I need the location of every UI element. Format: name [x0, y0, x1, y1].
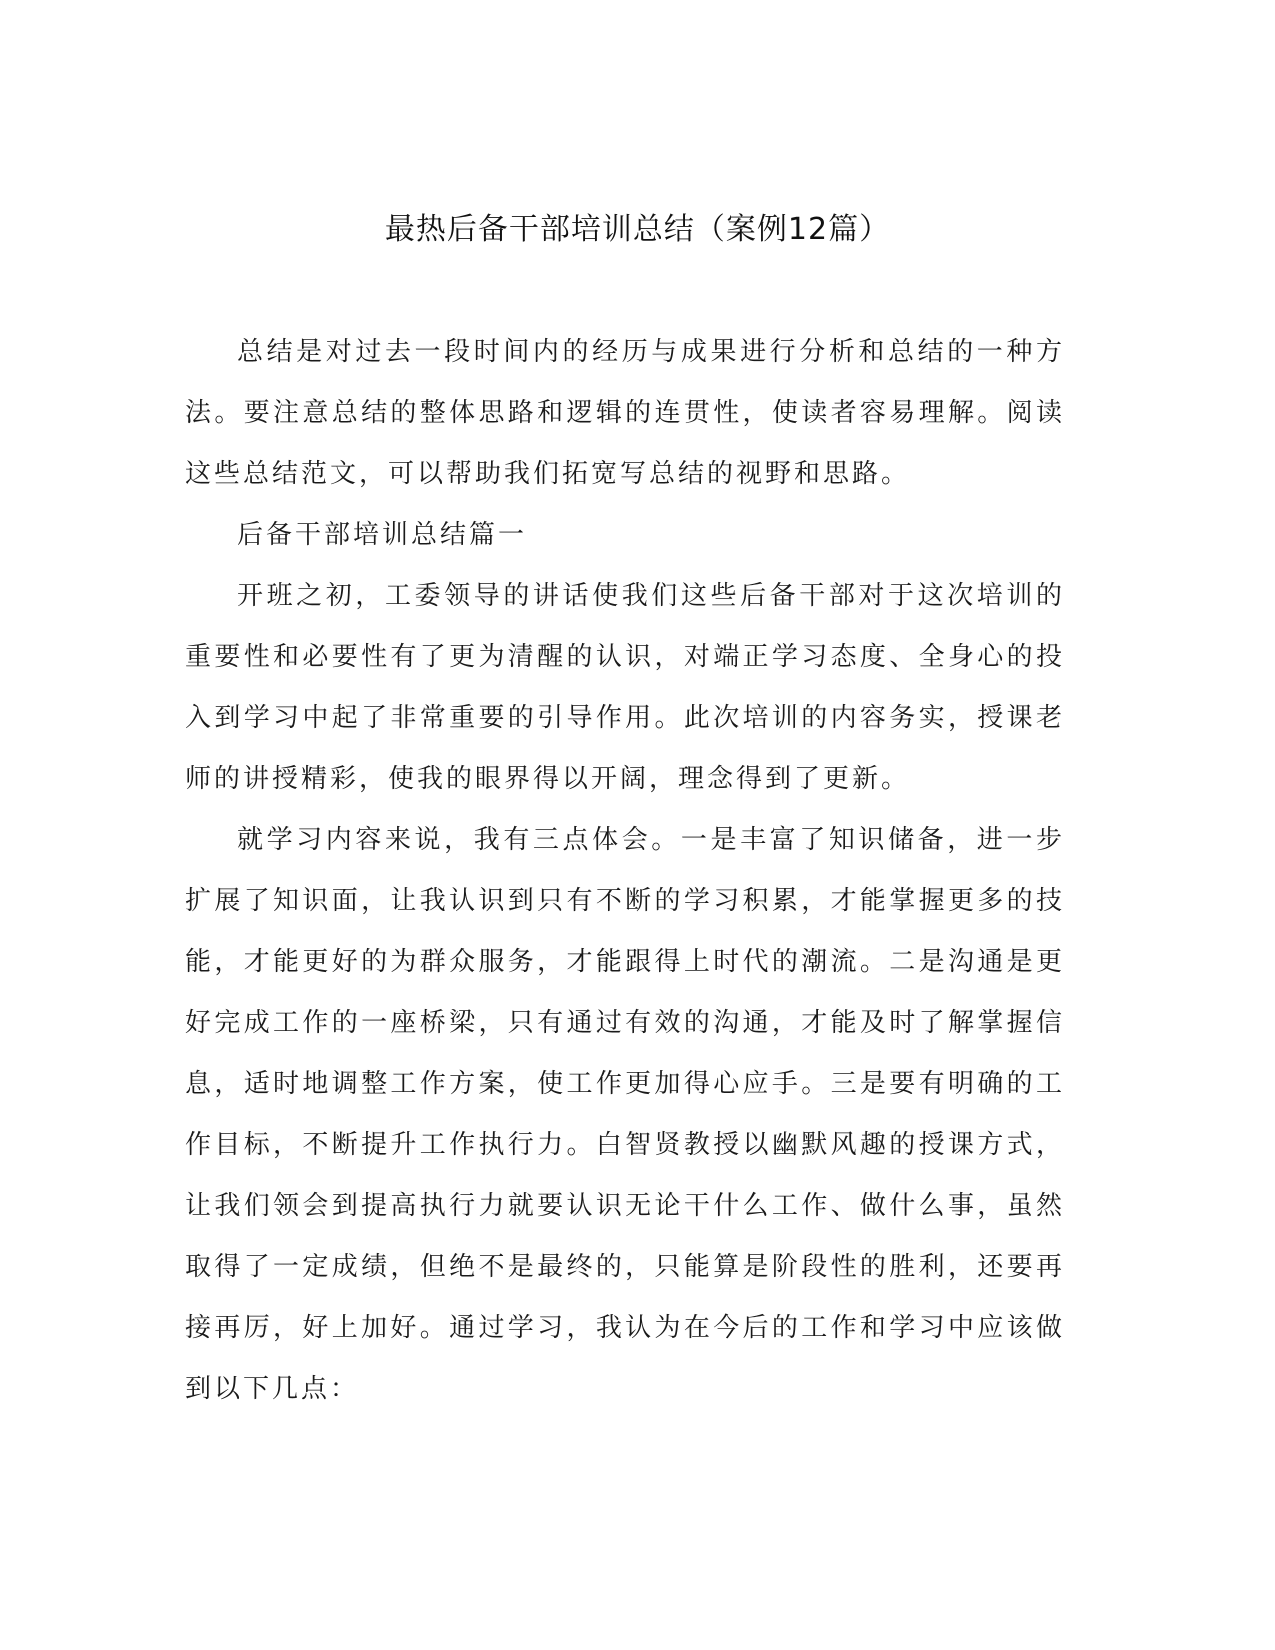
document-body	[185, 322, 1065, 1420]
section-heading: 后备干部培训总结篇一	[237, 520, 528, 550]
body-paragraph: 就学习内容来说，我有三点体会。一是丰富了知识储备，进一步扩展了知识面，让我认识到只有不断的学习积累，才能掌握更多的技能，才能更好的为群众服务，才能跟得上时代的潮流。二是沟通是更好完成工作的一座桥梁，只有通过有效的沟通，才能及时了解掌握信息，适时地调整工作方案，使工作更加得心应手。三是要有明确的工作目标，不断提升工作执行力。白智贤教授以幽默风趣的授课方式，让我们领会到提高执行力就要认识无论干什么工作、做什么事，虽然取得了一定成绩，但绝不是最终的，只能算是阶段性的胜利，还要再接再厉，好上加好。通过学习，我认为在今后的工作和学习中应该做到以下几点：	[185, 825, 1065, 1404]
body-paragraph: 开班之初，工委领导的讲话使我们这些后备干部对于这次培训的重要性和必要性有了更为清醒的认识，对端正学习态度、全身心的投入到学习中起了非常重要的引导作用。此次培训的内容务实，授课老师的讲授精彩，使我的眼界得以开阔，理念得到了更新。	[185, 581, 1065, 794]
document-title: 最热后备干部培训总结（案例12篇）	[384, 212, 891, 247]
intro-paragraph: 总结是对过去一段时间内的经历与成果进行分析和总结的一种方法。要注意总结的整体思路和逻辑的连贯性，使读者容易理解。阅读这些总结范文，可以帮助我们拓宽写总结的视野和思路。	[185, 337, 1065, 489]
